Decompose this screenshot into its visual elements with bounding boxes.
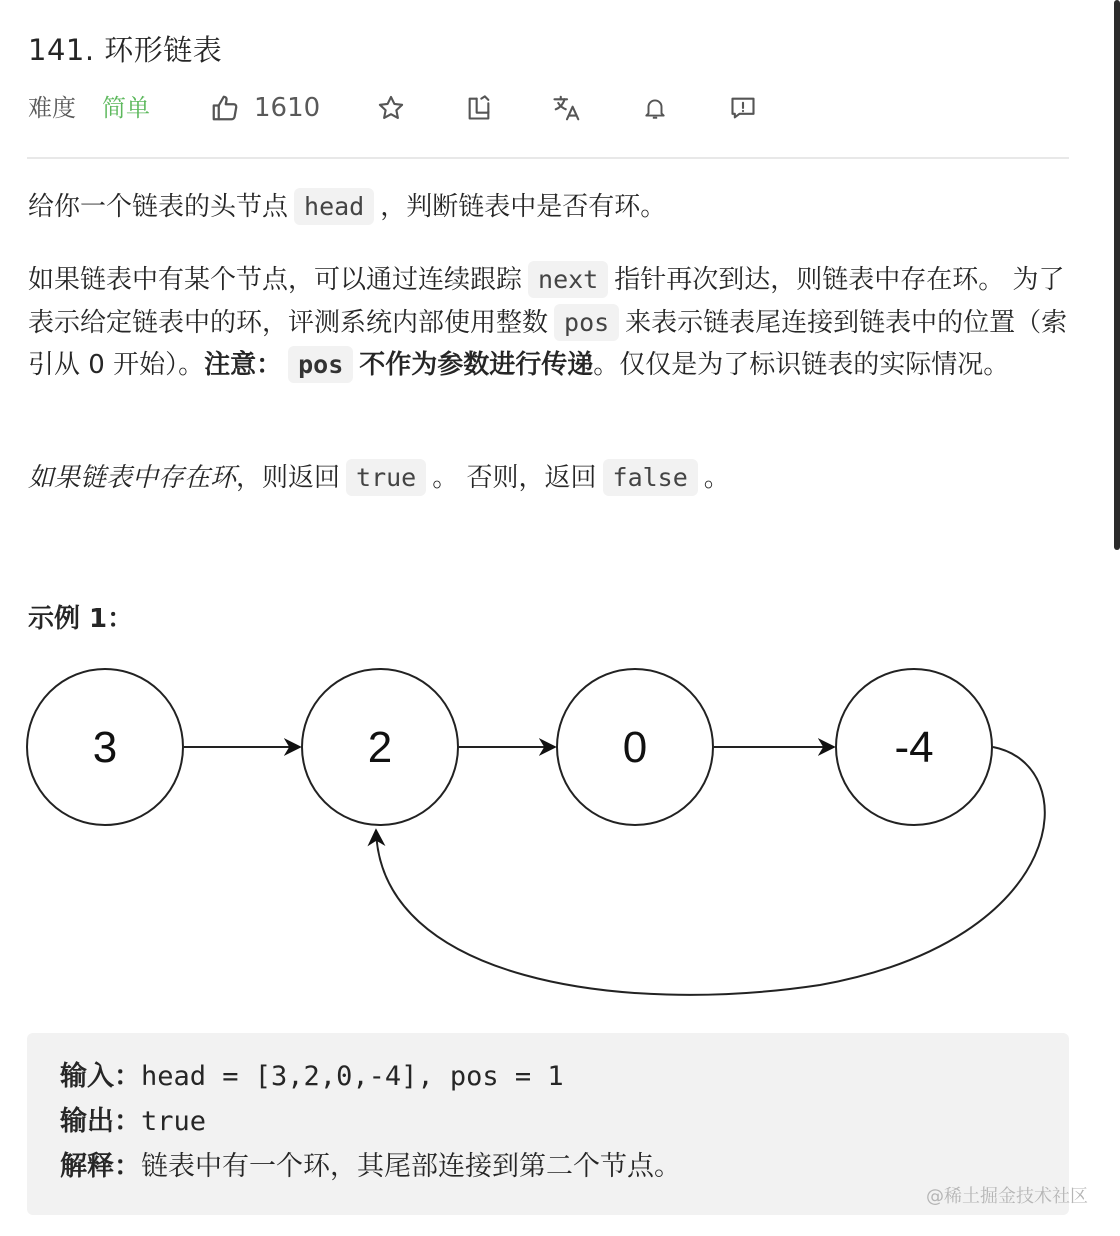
node-0-label: 3 [92,723,118,772]
difficulty-value: 简单 [102,94,150,122]
code-true: true [346,459,426,496]
watermark: @稀土掘金技术社区 [926,1186,1088,1207]
scrollbar[interactable] [1114,0,1120,550]
node-1-label: 2 [367,723,393,772]
code-next: next [528,261,608,298]
linked-list-diagram [0,640,1120,1010]
like-icon[interactable] [210,88,240,128]
example-box [27,1033,1069,1215]
star-icon[interactable] [376,88,406,128]
node-2-label: 0 [622,723,648,772]
code-head: head [294,188,374,225]
problem-title: 141. 环形链表 [28,33,223,67]
code-pos: pos [554,304,619,341]
example-input: 输入：head = [3,2,0,-4], pos = 1 [60,1061,564,1092]
example-output: 输出：true [60,1106,207,1137]
code-false: false [603,459,698,496]
like-count: 1610 [254,93,321,123]
node-3-label: -4 [894,723,934,772]
difficulty-label: 难度 [28,94,76,122]
code-pos-bold: pos [288,346,353,383]
divider [27,157,1069,159]
example-title: 示例 1： [28,604,134,634]
example-explanation: 解释：链表中有一个环，其尾部连接到第二个节点。 [60,1151,681,1182]
description-paragraph-3: 如果链表中存在环，则返回 true 。 否则，返回 false 。 [28,457,1078,500]
edge-3-1-cycle [376,747,1045,995]
description-paragraph-1: 给你一个链表的头节点 head ，判断链表中是否有环。 [28,186,1078,229]
bell-icon[interactable] [640,88,670,128]
translate-icon[interactable] [552,88,582,128]
problem-meta-row [28,88,788,128]
share-icon[interactable] [464,88,494,128]
feedback-icon[interactable] [728,88,758,128]
description-paragraph-2: 如果链表中有某个节点，可以通过连续跟踪 next 指针再次到达，则链表中存在环。 为了表示给定链表中的环，评测系统内部使用整数 pos 来表示链表尾连接到链表中的位置（索引从 0 开始）。注意： pos 不作为参数进行传递。仅仅是为了标识链表的实际情况。 [28,259,1078,387]
